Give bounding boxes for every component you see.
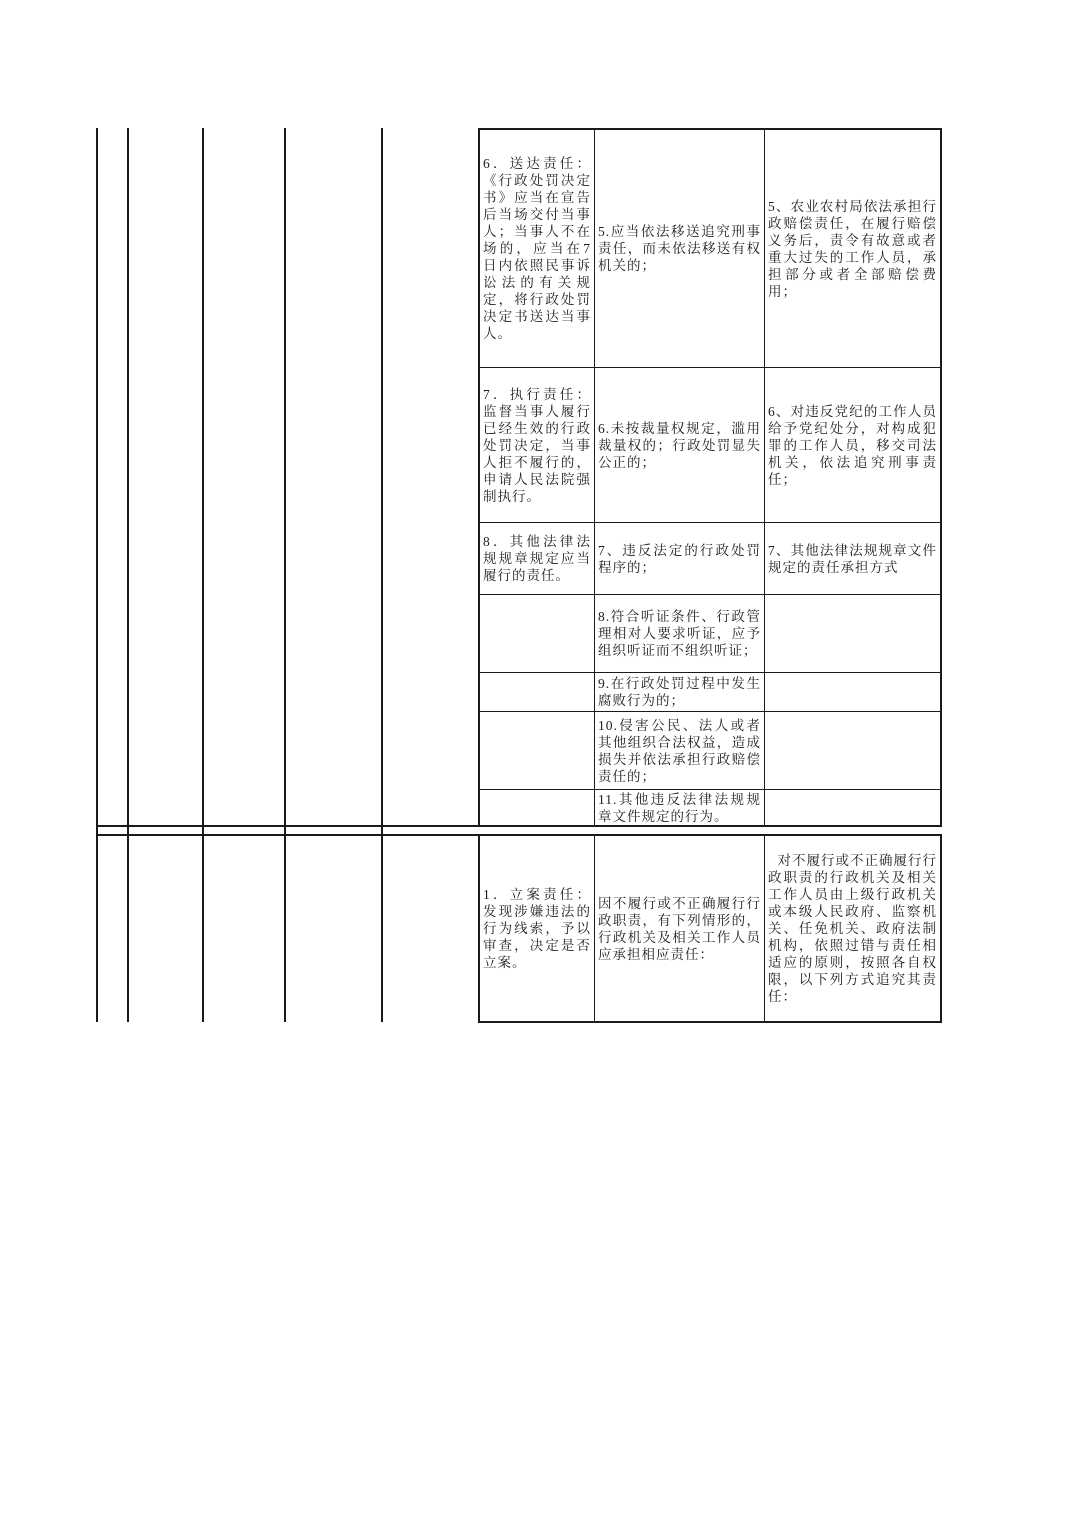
table-cell <box>765 836 940 1021</box>
table-cell <box>480 836 595 1021</box>
cell-text: 7、其他法律法规规章文件规定的责任承担方式 <box>768 542 937 575</box>
grid-line-vertical <box>381 128 383 1022</box>
cell-text: 6．送达责任：《行政处罚决定书》应当在宣告后当场交付当事人；当事人不在场的，应当在7日内依照民事诉讼法的有关规定，将行政处罚决定书送达当事人。 <box>483 156 591 341</box>
cell-text: 因不履行或不正确履行行政职责，有下列情形的，行政机关及相关工作人员应承担相应责任： <box>598 895 761 962</box>
table-cell <box>480 523 595 595</box>
table-cell <box>595 673 765 712</box>
table-cell <box>765 595 940 673</box>
grid-line-vertical <box>284 128 286 1022</box>
table-cell <box>595 836 765 1021</box>
table-cell <box>765 368 940 523</box>
table-cell <box>765 673 940 712</box>
divider-line-upper <box>96 825 480 827</box>
cell-text: 10.侵害公民、法人或者其他组织合法权益，造成损失并依法承担行政赔偿责任的； <box>598 717 761 784</box>
cell-text: 8．其他法律法规规章规定应当履行的责任。 <box>483 534 591 583</box>
table-cell <box>595 595 765 673</box>
cell-text: 9.在行政处罚过程中发生腐败行为的； <box>598 676 761 708</box>
table-section-bottom <box>478 834 942 1023</box>
cell-text: 8.符合听证条件、行政管理相对人要求听证，应予组织听证而不组织听证； <box>598 609 761 658</box>
cell-text: 5、农业农村局依法承担行政赔偿责任，在履行赔偿义务后，责令有故意或者重大过失的工作人员，承担部分或者全部赔偿费用； <box>768 198 937 299</box>
cell-text: 7．执行责任：监督当事人履行已经生效的行政处罚决定，当事人拒不履行的，申请人民法院强制执行。 <box>483 386 591 504</box>
table-cell <box>765 523 940 595</box>
table-cell <box>480 790 595 825</box>
table-cell <box>595 712 765 790</box>
table-cell <box>765 790 940 825</box>
table-cell <box>595 523 765 595</box>
table-cell <box>480 130 595 368</box>
cell-text: 6、对违反党纪的工作人员给予党纪处分，对构成犯罪的工作人员，移交司法机关，依法追究刑事责任； <box>768 403 937 487</box>
cell-text: 6.未按裁量权规定，滥用裁量权的；行政处罚显失公正的； <box>598 420 761 470</box>
table-cell <box>480 368 595 523</box>
divider-line-lower <box>96 834 480 836</box>
cell-text: 11.其他违反法律法规规章文件规定的行为。 <box>598 791 761 824</box>
cell-text: 7、违反法定的行政处罚程序的； <box>598 542 761 575</box>
grid-line-vertical <box>96 128 98 1022</box>
table-cell <box>595 368 765 523</box>
cell-text: 对不履行或不正确履行行政职责的行政机关及相关工作人员由上级行政机关或本级人民政府、监察机关、任免机关、政府法制机构，依照过错与责任相适应的原则，按照各自权限，以下列方式追究其责任： <box>768 853 937 1004</box>
table-cell <box>480 595 595 673</box>
table-cell <box>480 712 595 790</box>
grid-line-vertical <box>127 128 129 1022</box>
grid-line-vertical <box>202 128 204 1022</box>
cell-text: 5.应当依法移送追究刑事责任，而未依法移送有权机关的； <box>598 224 761 273</box>
table-cell <box>765 712 940 790</box>
table-cell <box>480 673 595 712</box>
table-cell <box>765 130 940 368</box>
cell-text: 1．立案责任：发现涉嫌违法的行为线索，予以审查，决定是否立案。 <box>483 887 591 970</box>
table-section-top <box>478 128 942 827</box>
table-cell <box>595 790 765 825</box>
table-cell <box>595 130 765 368</box>
